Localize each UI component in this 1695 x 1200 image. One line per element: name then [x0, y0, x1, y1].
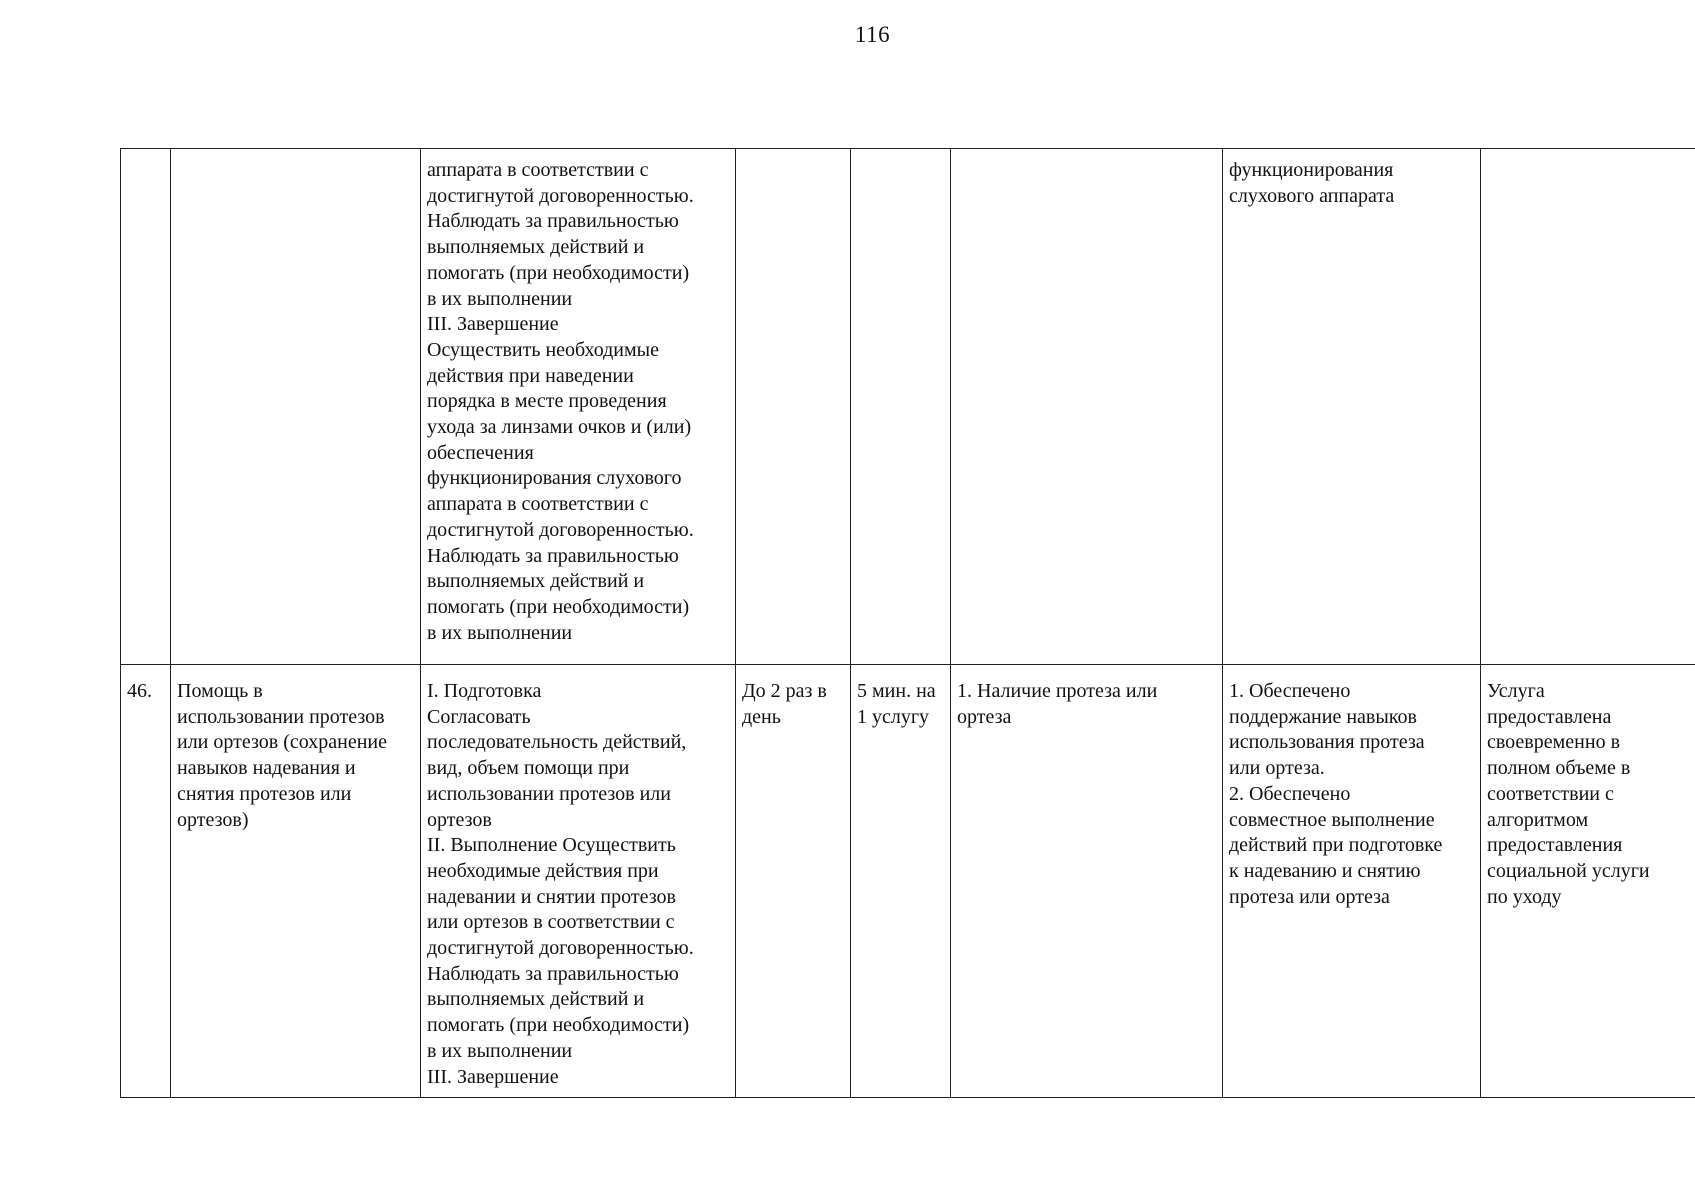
frequency-cell — [736, 149, 851, 665]
row-number-cell: 46. — [121, 665, 171, 1098]
service-description-cell: аппарата в соответствии с достигнутой договоренностью. Наблюдать за правильностью выполняемых действий и помогать (при необходимости) в их выполнении III. Завершение Осуществить необходимые действия при наведении порядка в месте проведения ухода за линзами очков и (или) обеспечения функционирования слухового аппарата в соответствии с достигнутой договоренностью. Наблюдать за правильностью выполняемых действий и помогать (при необходимости) в их выполнении — [421, 149, 736, 665]
results-cell: 1. Обеспечено поддержание навыков использования протеза или ортеза. 2. Обеспечено совместное выполнение действий при подготовке к надеванию и снятию протеза или ортеза — [1223, 665, 1481, 1098]
service-name-cell: Помощь в использовании протезов или ортезов (сохранение навыков надевания и снятия протезов или ортезов) — [171, 665, 421, 1098]
row-number-cell — [121, 149, 171, 665]
conditions-cell: 1. Наличие протеза или ортеза — [951, 665, 1223, 1098]
duration-cell — [851, 149, 951, 665]
service-description-cell: I. Подготовка Согласовать последовательность действий, вид, объем помощи при использовании протезов или ортезов II. Выполнение Осуществить необходимые действия при надевании и снятии протезов или ортезов в соответствии с достигнутой договоренностью. Наблюдать за правильностью выполняемых действий и помогать (при необходимости) в их выполнении III. Завершение — [421, 665, 736, 1098]
table-row — [121, 665, 1695, 1098]
quality-cell — [1481, 149, 1695, 665]
page-number: 116 — [854, 22, 891, 47]
service-name-cell — [171, 149, 421, 665]
table-row — [121, 149, 1695, 665]
results-cell: функционирования слухового аппарата — [1223, 149, 1481, 665]
duration-cell: 5 мин. на 1 услугу — [851, 665, 951, 1098]
services-table — [120, 148, 1695, 1098]
quality-cell: Услуга предоставлена своевременно в полном объеме в соответствии с алгоритмом предоставления социальной услуги по уходу — [1481, 665, 1695, 1098]
conditions-cell — [951, 149, 1223, 665]
frequency-cell: До 2 раз в день — [736, 665, 851, 1098]
